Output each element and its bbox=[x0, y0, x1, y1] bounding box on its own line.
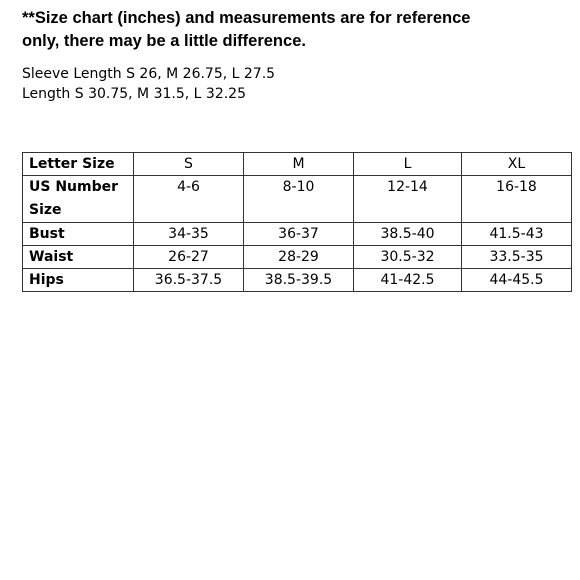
row-header-hips: Hips bbox=[23, 269, 134, 292]
size-chart-table bbox=[22, 152, 572, 292]
table-cell: 44-45.5 bbox=[462, 269, 572, 292]
table-cell: XL bbox=[462, 153, 572, 176]
table-cell: 30.5-32 bbox=[354, 246, 462, 269]
sleeve-length-text: Sleeve Length S 26, M 26.75, L 27.5 bbox=[22, 66, 276, 82]
table-cell: 8-10 bbox=[244, 176, 354, 223]
table-cell: 33.5-35 bbox=[462, 246, 572, 269]
table-cell: 41.5-43 bbox=[462, 223, 572, 246]
reference-note-line-1: **Size chart (inches) and measurements are for reference bbox=[22, 9, 471, 27]
table-cell: S bbox=[134, 153, 244, 176]
table-cell: 36-37 bbox=[244, 223, 354, 246]
row-header-letter-size: Letter Size bbox=[23, 153, 134, 176]
row-header-us-number-size: US Number Size bbox=[23, 176, 134, 223]
table-cell: 28-29 bbox=[244, 246, 354, 269]
table-cell: 16-18 bbox=[462, 176, 572, 223]
table-cell: 26-27 bbox=[134, 246, 244, 269]
table-cell: 41-42.5 bbox=[354, 269, 462, 292]
reference-note-line-2: only, there may be a little difference. bbox=[22, 32, 306, 50]
row-header-bust: Bust bbox=[23, 223, 134, 246]
table-row bbox=[23, 223, 572, 246]
reference-note bbox=[22, 7, 562, 53]
table-cell: 38.5-39.5 bbox=[244, 269, 354, 292]
length-text: Length S 30.75, M 31.5, L 32.25 bbox=[22, 86, 246, 102]
table-cell: M bbox=[244, 153, 354, 176]
table-cell: 34-35 bbox=[134, 223, 244, 246]
table-cell: 4-6 bbox=[134, 176, 244, 223]
table-cell: 12-14 bbox=[354, 176, 462, 223]
table-cell: 36.5-37.5 bbox=[134, 269, 244, 292]
garment-specs bbox=[22, 64, 275, 104]
table-row bbox=[23, 246, 572, 269]
table-cell: L bbox=[354, 153, 462, 176]
table-row bbox=[23, 176, 572, 223]
row-header-waist: Waist bbox=[23, 246, 134, 269]
table-cell: 38.5-40 bbox=[354, 223, 462, 246]
table-row bbox=[23, 269, 572, 292]
table-row bbox=[23, 153, 572, 176]
